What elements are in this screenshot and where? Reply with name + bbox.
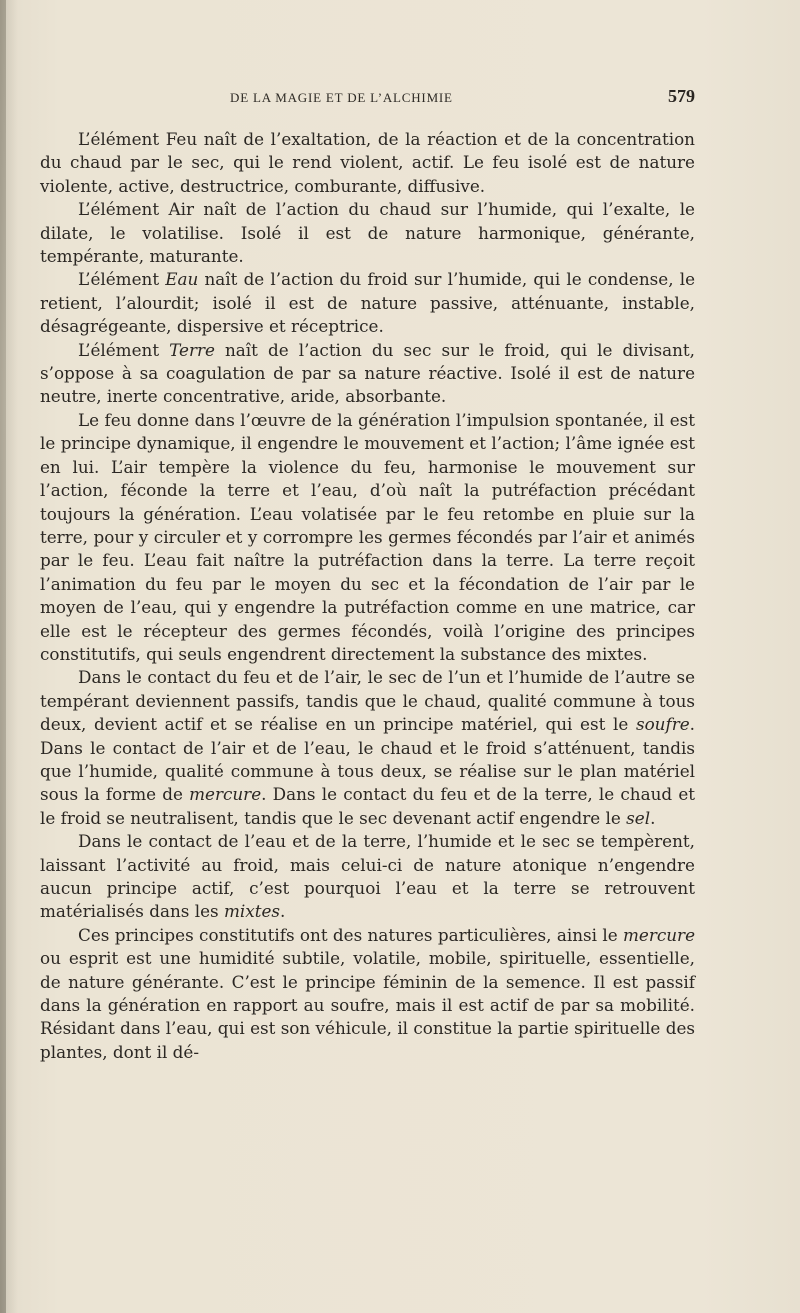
page-number: 579: [668, 86, 695, 106]
emphasis-eau: Eau: [165, 269, 199, 290]
running-title: DE LA MAGIE ET DE L’ALCHIMIE: [230, 90, 453, 105]
body-text: [40, 128, 695, 1064]
emphasis-mercure-2: mercure: [622, 924, 695, 945]
emphasis-sel: sel: [626, 807, 651, 828]
emphasis-mixtes: mixtes: [223, 901, 280, 922]
paragraph-generation: Le feu donne dans l’œuvre de la génération l’impulsion spontanée, il est le principe dynamique, il engendre le mouvement et l’action; l’âme ignée est en lui. L’air tempère la violence du feu, harmonise le mouvement sur l’action, féconde la terre et l’eau, d’où naît la putréfaction précédant toujours la génération. L’eau volatisée par le feu retombe en pluie sur la terre, pour y circuler et y corrompre les germes fécondés par l’air et animés par le feu. L’eau fait naître la putréfaction dans la terre. La terre reçoit l’animation du feu par le moyen du sec et la fécondation de l’air par le moyen de l’eau, qui y engendre la putréfaction comme en une matrice, car elle est le récepteur des germes fécondés, voilà l’origine des principes constitutifs, qui seuls engendrent directement la substance des mixtes.: [40, 409, 695, 664]
paragraph-fire: L’élément Feu naît de l’exaltation, de la réaction et de la concentration du chaud par le sec, qui le rend violent, actif. Le feu isolé est de nature violente, active, destructrice, comburante, diffusive.: [40, 129, 695, 196]
paragraph-air: L’élément Air naît de l’action du chaud sur l’humide, qui l’exalte, le dilate, le volatilise. Isolé il est de nature harmonique, générante, tempérante, maturante.: [40, 199, 695, 267]
paragraph-water: L’élément Eau naît de l’action du froid sur l’humide, qui le condense, le retient, l’alourdit; isolé il est de nature passive, atténuante, instable, désagrégeante, dispersive et réceptrice.: [40, 269, 696, 337]
paragraph-contacts: Dans le contact du feu et de l’air, le sec de l’un et l’humide de l’autre se tempérant deviennent passifs, tandis que le chaud, qualité commune à tous deux, devient actif et se réalise en un principe matériel, qui est le soufre. Dans le contact de l’air et de l’eau, le chaud et le froid s’atténuent, tandis que l’humide, qualité commune à tous deux, se réalise sur le plan matériel sous la forme de mercure. Dans le contact du feu et de la terre, le chaud et le froid se neutralisent, tandis que le sec devenant actif engendre le sel.: [40, 667, 695, 828]
paragraph-water-earth: Dans le contact de l’eau et de la terre, l’humide et le sec se tempèrent, laissant l’activité au froid, mais celui-ci de nature atonique n’engendre aucun principe actif, c’est pourquoi l’eau et la terre se retrouvent matérialisés dans les mixtes.: [40, 831, 695, 922]
emphasis-mercure: mercure: [189, 784, 262, 805]
emphasis-soufre: soufre: [635, 714, 690, 735]
page-header: [40, 86, 695, 110]
paragraph-earth: L’élément Terre naît de l’action du sec sur le froid, qui le divisant, s’oppose à sa coagulation de par sa nature réactive. Isolé il est de nature neutre, inerte concentrative, aride, absorbante.: [40, 339, 695, 407]
book-spine-shadow: [0, 0, 6, 1313]
paragraph-principles: Ces principes constitutifs ont des natures particulières, ainsi le mercure ou esprit est une humidité subtile, volatile, mobile, spirituelle, essentielle, de nature générante. C’est le principe féminin de la semence. Il est passif dans la génération en rapport au soufre, mais il est actif de par sa mobilité. Résidant dans l’eau, qui est son véhicule, il constitue la partie spirituelle des plantes, dont il dé-: [40, 924, 695, 1062]
emphasis-terre: Terre: [169, 339, 215, 360]
